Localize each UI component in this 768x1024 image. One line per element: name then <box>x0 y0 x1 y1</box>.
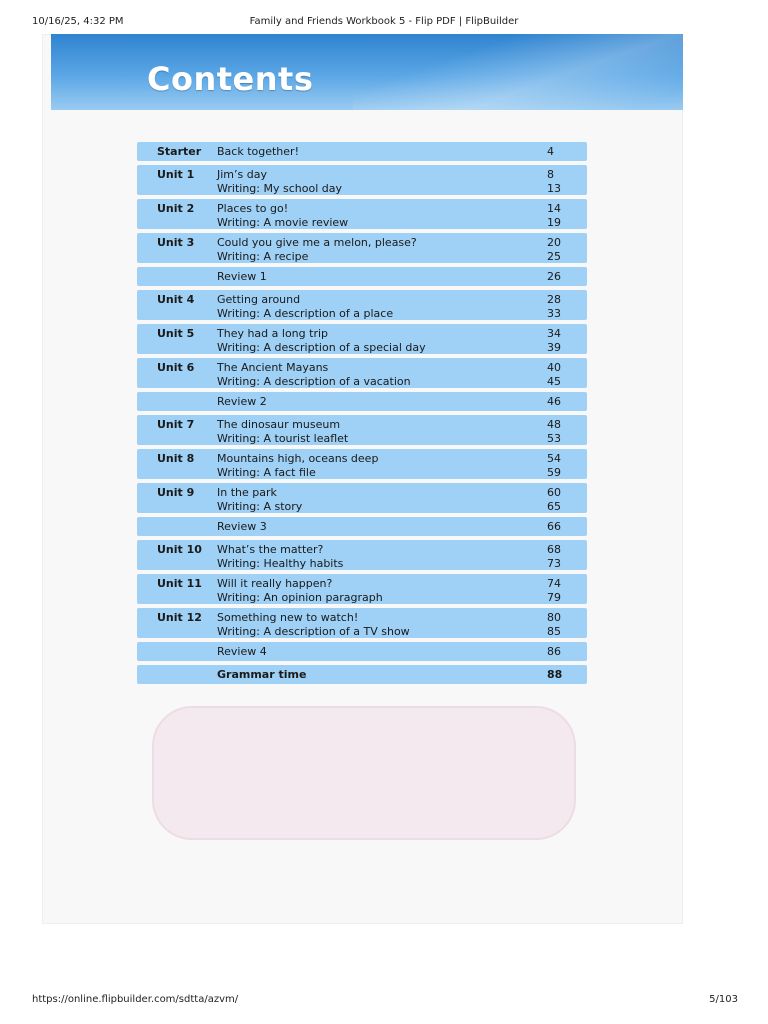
toc-page-number: 88 <box>547 668 563 681</box>
toc-page-numbers <box>547 668 571 682</box>
toc-page-number: 20 <box>547 236 561 249</box>
toc-topics <box>137 642 587 662</box>
toc-row <box>137 392 587 411</box>
toc-page-number: 54 <box>547 452 561 465</box>
toc-topics <box>137 483 587 517</box>
toc-page-number: 65 <box>547 500 561 513</box>
toc-row <box>137 165 587 195</box>
toc-topic-title: Writing: A description of a vacation <box>217 375 411 388</box>
toc-topic-title: Writing: My school day <box>217 182 342 195</box>
toc-topics <box>137 324 587 358</box>
toc-unit-label: Unit 11 <box>157 577 202 590</box>
toc-topic-title: Writing: A movie review <box>217 216 349 229</box>
toc-topic-title: Writing: A tourist leaflet <box>217 432 349 445</box>
toc-topic-title: Review 2 <box>217 395 267 408</box>
print-footer <box>0 992 768 1012</box>
toc-topic-title: Writing: A fact file <box>217 466 316 479</box>
toc-topic-title: Grammar time <box>217 668 307 681</box>
toc-topics <box>137 199 587 233</box>
toc-unit-label: Unit 8 <box>157 452 195 465</box>
toc-topic-title: What’s the matter? <box>217 543 324 556</box>
toc-row <box>137 358 587 388</box>
toc-page-number: 59 <box>547 466 561 479</box>
toc-topic-title: Writing: A description of a TV show <box>217 625 410 638</box>
toc-row <box>137 608 587 638</box>
toc-page-number: 80 <box>547 611 561 624</box>
toc-page-numbers <box>547 486 571 514</box>
toc-unit-label: Starter <box>157 145 202 158</box>
toc-page-number: 66 <box>547 520 561 533</box>
toc-page-number: 74 <box>547 577 561 590</box>
toc-page-number: 39 <box>547 341 561 354</box>
toc-page-number: 26 <box>547 270 561 283</box>
toc-topic-title: Back together! <box>217 145 299 158</box>
toc-unit-label: Unit 4 <box>157 293 195 306</box>
toc-unit-label: Unit 7 <box>157 418 195 431</box>
toc-topics <box>137 608 587 642</box>
page-title: Contents <box>147 60 314 98</box>
toc-topic-title: Something new to watch! <box>217 611 359 624</box>
toc-topic-title: Review 4 <box>217 645 267 658</box>
toc-topics <box>137 165 587 199</box>
toc-page-numbers <box>547 168 571 196</box>
toc-topics <box>137 449 587 483</box>
toc-topic-title: Writing: A story <box>217 500 303 513</box>
toc-topics <box>137 540 587 574</box>
toc-page-number: 25 <box>547 250 561 263</box>
toc-topic-title: They had a long trip <box>217 327 329 340</box>
toc-row <box>137 483 587 513</box>
print-url: https://online.flipbuilder.com/sdtta/azvm/ <box>32 994 239 1005</box>
toc-page-number: 28 <box>547 293 561 306</box>
toc-page-number: 14 <box>547 202 561 215</box>
toc-page-number: 33 <box>547 307 561 320</box>
toc-topic-title: Will it really happen? <box>217 577 333 590</box>
toc-row <box>137 574 587 604</box>
toc-page-numbers <box>547 645 571 659</box>
toc-row <box>137 665 587 684</box>
toc-topic-title: Writing: A recipe <box>217 250 309 263</box>
toc-unit-label: Unit 6 <box>157 361 195 374</box>
toc-page-numbers <box>547 577 571 605</box>
toc-page-numbers <box>547 395 571 409</box>
toc-page-number: 45 <box>547 375 561 388</box>
toc-page-number: 73 <box>547 557 561 570</box>
toc-topics <box>137 233 587 267</box>
toc-topic-title: Could you give me a melon, please? <box>217 236 417 249</box>
toc-row <box>137 415 587 445</box>
toc-page-numbers <box>547 543 571 571</box>
toc-topics <box>137 267 587 287</box>
table-of-contents <box>137 142 587 688</box>
toc-topic-title: Writing: An opinion paragraph <box>217 591 383 604</box>
toc-topic-title: The dinosaur museum <box>217 418 341 431</box>
toc-topics <box>137 415 587 449</box>
toc-page-number: 79 <box>547 591 561 604</box>
toc-topic-title: Review 1 <box>217 270 267 283</box>
toc-unit-label: Unit 9 <box>157 486 195 499</box>
toc-page-number: 40 <box>547 361 561 374</box>
banner-highlight <box>353 34 683 110</box>
toc-page-number: 34 <box>547 327 561 340</box>
toc-topic-title: Getting around <box>217 293 301 306</box>
toc-page-numbers <box>547 236 571 264</box>
toc-row <box>137 324 587 354</box>
toc-page-numbers <box>547 361 571 389</box>
toc-page-number: 19 <box>547 216 561 229</box>
toc-page-numbers <box>547 418 571 446</box>
toc-page-numbers <box>547 327 571 355</box>
toc-row <box>137 199 587 229</box>
contents-banner <box>51 34 683 110</box>
toc-topic-title: Mountains high, oceans deep <box>217 452 379 465</box>
toc-row <box>137 142 587 161</box>
print-page-title: Family and Friends Workbook 5 - Flip PDF | FlipBuilder <box>249 16 519 27</box>
toc-topic-title: Writing: A description of a special day <box>217 341 426 354</box>
toc-topics <box>137 290 587 324</box>
toc-page-number: 13 <box>547 182 561 195</box>
toc-page-number: 53 <box>547 432 561 445</box>
toc-page-numbers <box>547 520 571 534</box>
toc-unit-label: Unit 3 <box>157 236 195 249</box>
toc-topics <box>137 392 587 412</box>
toc-topic-title: Review 3 <box>217 520 267 533</box>
toc-page-numbers <box>547 611 571 639</box>
toc-row <box>137 233 587 263</box>
print-page-number: 5/103 <box>709 994 738 1005</box>
toc-unit-label: Unit 10 <box>157 543 202 556</box>
toc-page-number: 8 <box>547 168 554 181</box>
toc-page-number: 85 <box>547 625 561 638</box>
toc-page-number: 60 <box>547 486 561 499</box>
toc-page-number: 68 <box>547 543 561 556</box>
toc-page-numbers <box>547 270 571 284</box>
toc-topics <box>137 665 587 685</box>
toc-topics <box>137 517 587 537</box>
toc-page-numbers <box>547 293 571 321</box>
toc-topic-title: In the park <box>217 486 277 499</box>
toc-unit-label: Unit 12 <box>157 611 202 624</box>
toc-row <box>137 540 587 570</box>
toc-topics <box>137 574 587 608</box>
toc-topics <box>137 358 587 392</box>
toc-unit-label: Unit 1 <box>157 168 195 181</box>
toc-page-number: 48 <box>547 418 561 431</box>
bleed-through-shape <box>152 706 576 840</box>
toc-page-number: 4 <box>547 145 554 158</box>
scanned-page <box>42 34 683 924</box>
toc-page-numbers <box>547 452 571 480</box>
toc-unit-label: Unit 2 <box>157 202 195 215</box>
toc-row <box>137 642 587 661</box>
toc-page-number: 86 <box>547 645 561 658</box>
toc-row <box>137 267 587 286</box>
toc-page-numbers <box>547 202 571 230</box>
toc-row <box>137 517 587 536</box>
print-datetime: 10/16/25, 4:32 PM <box>32 16 124 27</box>
toc-row <box>137 290 587 320</box>
toc-unit-label: Unit 5 <box>157 327 195 340</box>
toc-page-numbers <box>547 145 571 159</box>
toc-topic-title: Writing: A description of a place <box>217 307 394 320</box>
toc-page-number: 46 <box>547 395 561 408</box>
toc-row <box>137 449 587 479</box>
toc-topic-title: Jim’s day <box>217 168 267 181</box>
toc-topic-title: Writing: Healthy habits <box>217 557 344 570</box>
toc-topics <box>137 142 587 162</box>
toc-topic-title: Places to go! <box>217 202 289 215</box>
toc-topic-title: The Ancient Mayans <box>217 361 329 374</box>
